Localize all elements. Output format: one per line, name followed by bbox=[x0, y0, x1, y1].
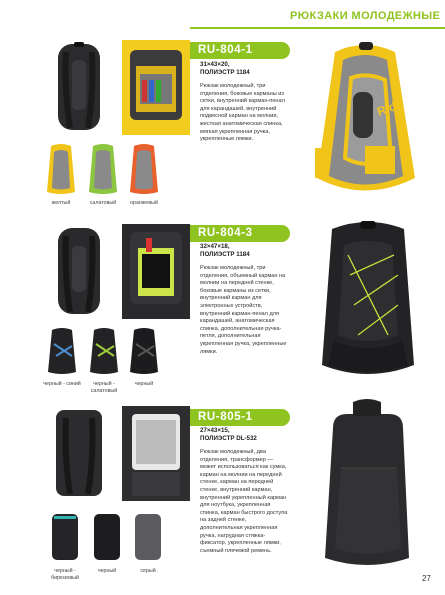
product-interior-photo bbox=[122, 224, 190, 319]
product-back-photo bbox=[44, 224, 114, 319]
variant-label: черный bbox=[134, 381, 154, 387]
variant-black-blue-photo bbox=[46, 326, 78, 376]
variant-label: черный bbox=[97, 568, 117, 574]
variant-label: желтый bbox=[51, 200, 71, 206]
variant-label: серый bbox=[140, 568, 156, 574]
product-sku: RU-804-3 bbox=[190, 225, 290, 242]
variant-black-photo bbox=[128, 326, 160, 376]
product-dimensions: 27×43×15, bbox=[200, 427, 230, 434]
product-interior-photo bbox=[122, 406, 190, 501]
variant-black-green-photo bbox=[88, 326, 120, 376]
product-material: ПОЛИЭСТР 1184 bbox=[200, 251, 250, 258]
product-interior-photo bbox=[122, 40, 190, 135]
variant-black-photo bbox=[90, 508, 124, 562]
variant-grey-photo bbox=[131, 508, 165, 562]
product-material: ПОЛИЭСТР 1184 bbox=[200, 69, 250, 76]
product-sku: RU-804-1 bbox=[190, 42, 290, 59]
variant-label: салатовый bbox=[89, 200, 117, 206]
variant-yellow-photo bbox=[43, 142, 79, 196]
variant-black-turquoise-photo bbox=[48, 508, 82, 562]
header-divider bbox=[190, 27, 445, 29]
product-back-photo bbox=[44, 40, 114, 135]
product-description: Рюкзак молодежный, три отделения, объемный карман на молнии на передней стенке, боковые карманы из сетки, внутренний карман для электронных устройств, внутренний карман-пенал для карандашей, анатомическая спинка, дополнительная ручка-петля, дополнительная укрепленная ручка, укрепленные лямки. bbox=[200, 265, 287, 355]
product-main-photo bbox=[305, 398, 430, 576]
svg-text:Ride: Ride bbox=[375, 96, 405, 119]
product-description: Рюкзак молодежный, три отделения, боковые карманы из сетки, внутренний карман-пенал для карандашей, внутренний подвесной карман на молнии, жесткая анатомическая спинка, мягкая укрепленная ручка, укрепленные лямки. bbox=[200, 83, 285, 143]
variant-label: черный - синий bbox=[43, 381, 81, 387]
variant-label: черный - салатовый bbox=[90, 381, 118, 394]
variant-label: черный - бирюзовый bbox=[51, 568, 79, 581]
page-number: 27 bbox=[422, 574, 431, 583]
product-dimensions: 32×47×18, bbox=[200, 243, 230, 250]
variant-green-photo bbox=[85, 142, 121, 196]
product-main-photo bbox=[298, 215, 438, 385]
product-main-photo bbox=[295, 38, 435, 206]
product-dimensions: 31×43×20, bbox=[200, 61, 230, 68]
page-header-title: РЮКЗАКИ МОЛОДЕЖНЫЕ bbox=[290, 10, 441, 22]
product-description: Рюкзак молодежный, два отделения, трансформер — может использоваться как сумка, карман на молнии на передней стенке, карман на передней стенке, внутренний карман, внутренний укрепленный карман для ноутбука, укрепленная спинка, карман быстрого доступа на задней стенке, дополнительная укрепленная ручка, нагрудная стяжка-фиксатор, укрепленные лямки, съемный плечевой ремень. bbox=[200, 449, 288, 554]
variant-orange-photo bbox=[126, 142, 162, 196]
product-material: ПОЛИЭСТР DL-532 bbox=[200, 435, 257, 442]
product-sku: RU-805-1 bbox=[190, 409, 290, 426]
variant-label: оранжевый bbox=[130, 200, 158, 206]
product-back-photo bbox=[44, 406, 114, 501]
